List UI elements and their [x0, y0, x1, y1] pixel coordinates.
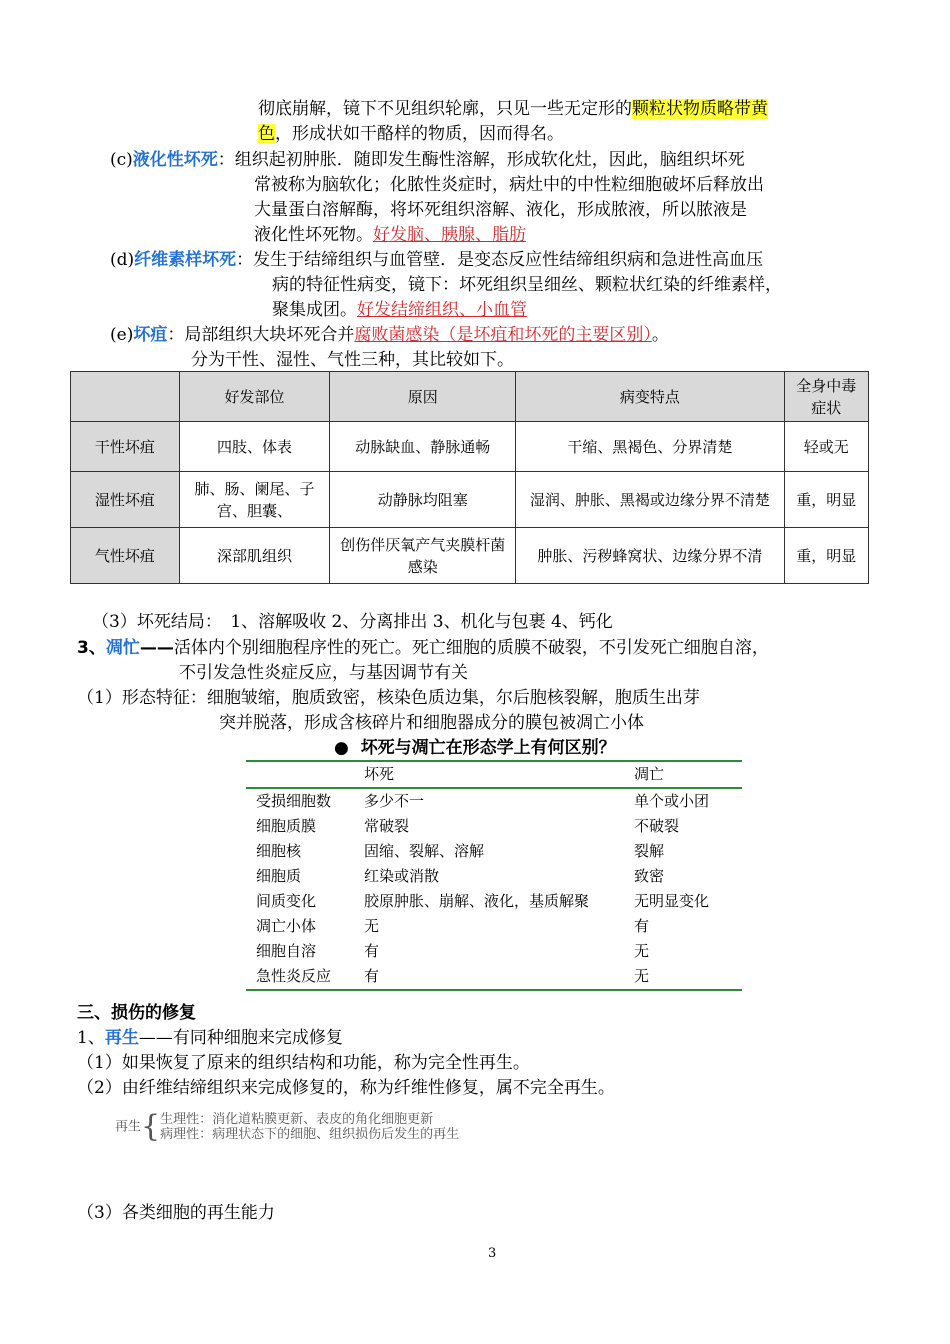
- paragraph-caseous-line2: [258, 122, 564, 147]
- item-prefix: (d): [110, 250, 135, 270]
- term-gangrene: 坏疽: [133, 325, 168, 345]
- highlighted-text: 颗粒状物质略带黄: [632, 99, 768, 119]
- item-prefix: (e): [110, 325, 134, 345]
- table-cell: 胶原肿胀、崩解、液化，基质解聚: [364, 892, 590, 910]
- term-liquefactive-necrosis: 液化性坏死: [132, 150, 218, 170]
- row-label: 细胞质: [256, 867, 302, 885]
- text: ：发生于结缔组织与血管壁．是变态反应性结缔组织病和急进性高血压: [236, 250, 764, 270]
- table-row: [246, 964, 742, 990]
- predilection-sites: 好发脑、胰腺、脂肪: [373, 225, 526, 245]
- header-cell: [246, 761, 354, 788]
- dash: ——: [139, 638, 174, 658]
- regen-label: 再生: [115, 1119, 142, 1135]
- necrosis-outcome: （3）坏死结局： 1、溶解吸收 2、分离排出 3、机化与包裹 4、钙化: [92, 612, 613, 632]
- key-difference: 腐败菌感染（是坏疽和坏死的主要区别）: [354, 325, 652, 345]
- text: 聚集成团。: [272, 300, 357, 320]
- regeneration-types-figure: [115, 1109, 460, 1144]
- fibrous-repair: （2）由纤维结缔组织来完成修复的，称为纤维性修复，属不完全再生。: [77, 1078, 615, 1098]
- paragraph-caseous-line1: [258, 97, 768, 122]
- table-cell: 有: [364, 942, 380, 960]
- table-cell: 有: [634, 917, 650, 935]
- morphology-line2: 突并脱落，形成含核碎片和细胞器成分的膜包被凋亡小体: [219, 713, 644, 733]
- row-label: 凋亡小体: [256, 917, 317, 935]
- fibrinoid-necrosis-line2: 病的特征性病变，镜下：坏死组织呈细丝、颗粒状红染的纤维素样，: [272, 275, 782, 295]
- regen-capacity: （3）各类细胞的再生能力: [77, 1203, 275, 1223]
- gangrene-comparison-table: [70, 371, 869, 584]
- table-row: [246, 939, 742, 964]
- row-label: 急性炎反应: [246, 964, 354, 990]
- table-row: [71, 472, 869, 528]
- physiological-regen: 生理性：消化道粘膜更新、表皮的角化细胞更新: [160, 1112, 434, 1127]
- header-cell: 原因: [330, 372, 516, 422]
- table-cell: 深部肌组织: [179, 528, 329, 584]
- text: ——有同种细胞来完成修复: [138, 1028, 343, 1048]
- table-cell: 动静脉均阻塞: [330, 472, 516, 528]
- row-label: 细胞质膜: [256, 817, 317, 835]
- table-cell: 轻或无: [784, 422, 868, 472]
- table-cell: 单个或小团: [634, 792, 710, 810]
- item-prefix: (c): [110, 150, 133, 170]
- text: ：局部组织大块坏死合并: [167, 325, 355, 345]
- table-cell: 重，明显: [784, 472, 868, 528]
- section-heading-repair: 三、损伤的修复: [77, 1003, 196, 1023]
- gangrene-line1: [110, 323, 669, 348]
- liquefactive-necrosis-line2: 常被称为脑软化；化脓性炎症时，病灶中的中性粒细胞破坏后释放出: [254, 175, 764, 195]
- compare-title: [334, 736, 616, 761]
- table-cell: 红染或消散: [364, 867, 440, 885]
- header-cell: [71, 372, 180, 422]
- compare-title-text: 坏死与凋亡在形态学上有何区别？: [360, 738, 616, 758]
- row-label: 受损细胞数: [256, 792, 332, 810]
- bullet-icon: ●: [334, 738, 349, 758]
- apoptosis-line1: [77, 636, 769, 661]
- page-number: 3: [488, 1246, 497, 1261]
- section-number: 3、: [77, 638, 106, 658]
- table-row: [246, 839, 742, 864]
- table-cell: 不破裂: [634, 817, 680, 835]
- row-label: 气性坏疽: [71, 528, 180, 584]
- header-cell: 坏死: [354, 761, 624, 788]
- table-cell: 无: [634, 942, 650, 960]
- row-label: 细胞核: [256, 842, 302, 860]
- gangrene-line2: 分为干性、湿性、气性三种，其比较如下。: [191, 350, 514, 370]
- table-cell: 致密: [634, 867, 665, 885]
- brace-icon: {: [141, 1109, 161, 1144]
- liquefactive-necrosis-line3: 大量蛋白溶解酶，将坏死组织溶解、液化，形成脓液，所以脓液是: [254, 200, 747, 220]
- table-row: [246, 864, 742, 889]
- fibrinoid-necrosis-line3: [272, 298, 527, 323]
- term-regeneration: 再生: [104, 1028, 139, 1048]
- header-cell: 好发部位: [179, 372, 329, 422]
- row-label: 间质变化: [256, 892, 317, 910]
- regeneration-line: [77, 1026, 343, 1051]
- fibrinoid-necrosis-line1: [110, 248, 763, 273]
- text: 彻底崩解，镜下不见组织轮廓，只见一些无定形的: [258, 99, 632, 119]
- predilection-sites: 好发结缔组织、小血管: [357, 300, 527, 320]
- table-cell: 动脉缺血、静脉通畅: [330, 422, 516, 472]
- table-cell: 干缩、黑褐色、分界清楚: [516, 422, 784, 472]
- table-cell: 无: [624, 964, 742, 990]
- table-cell: 湿润、肿胀、黑褐或边缘分界不清楚: [516, 472, 784, 528]
- table-cell: 四肢、体表: [179, 422, 329, 472]
- complete-regeneration: （1）如果恢复了原来的组织结构和功能，称为完全性再生。: [77, 1053, 530, 1073]
- table-header-row: [246, 761, 742, 788]
- table-row: [71, 422, 869, 472]
- section-number: 1、: [77, 1028, 105, 1048]
- table-cell: 创伤伴厌氧产气夹膜杆菌感染: [330, 528, 516, 584]
- table-cell: 有: [354, 964, 624, 990]
- text: ，形成状如干酪样的物质，因而得名。: [275, 124, 564, 144]
- table-row: [246, 814, 742, 839]
- text: 液化性坏死物。: [254, 225, 373, 245]
- table-cell: 无: [364, 917, 380, 935]
- header-cell: 全身中毒症状: [784, 372, 868, 422]
- pathological-regen: 病理性：病理状态下的细胞、组织损伤后发生的再生: [160, 1127, 460, 1142]
- header-cell: 凋亡: [624, 761, 742, 788]
- table-row: [246, 788, 742, 814]
- apoptosis-line2: 不引发急性炎症反应，与基因调节有关: [179, 663, 468, 683]
- row-label: 细胞自溶: [256, 942, 317, 960]
- table-row: [246, 914, 742, 939]
- morphology-line1: （1）形态特征：细胞皱缩，胞质致密，核染色质边集，尔后胞核裂解，胞质生出芽: [77, 688, 700, 708]
- header-cell: 病变特点: [516, 372, 784, 422]
- table-cell: 肿胀、污秽蜂窝状、边缘分界不清: [516, 528, 784, 584]
- term-fibrinoid-necrosis: 纤维素样坏死: [134, 250, 237, 270]
- table-row: [71, 528, 869, 584]
- highlighted-text: 色: [258, 124, 275, 144]
- table-cell: 肺、肠、阑尾、子宫、胆囊、: [179, 472, 329, 528]
- table-header-row: [71, 372, 869, 422]
- table-cell: 裂解: [634, 842, 665, 860]
- table-cell: 重，明显: [784, 528, 868, 584]
- text: 活体内个别细胞程序性的死亡。死亡细胞的质膜不破裂，不引发死亡细胞自溶，: [173, 638, 769, 658]
- liquefactive-necrosis-line1: [110, 148, 745, 173]
- term-apoptosis: 凋忙: [105, 638, 140, 658]
- text: 。: [651, 325, 669, 345]
- liquefactive-necrosis-line4: [254, 223, 526, 248]
- table-row: [246, 889, 742, 914]
- text: ：组织起初肿胀．随即发生酶性溶解，形成软化灶，因此，脑组织坏死: [217, 150, 745, 170]
- table-cell: 常破裂: [364, 817, 410, 835]
- necrosis-apoptosis-table: [246, 760, 742, 991]
- row-label: 干性坏疽: [71, 422, 180, 472]
- table-cell: 固缩、裂解、溶解: [364, 842, 485, 860]
- table-cell: 多少不一: [364, 792, 425, 810]
- row-label: 湿性坏疽: [71, 472, 180, 528]
- table-cell: 无明显变化: [634, 892, 710, 910]
